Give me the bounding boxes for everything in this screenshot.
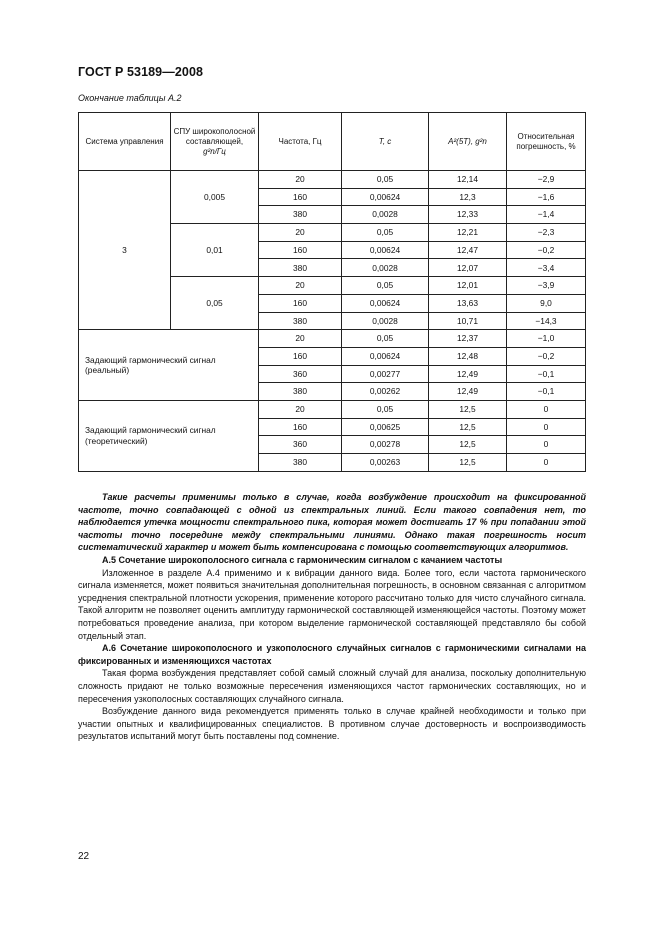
t-cell: 0,00263: [342, 454, 429, 472]
freq-cell: 380: [259, 454, 342, 472]
a-cell: 12,07: [429, 259, 507, 277]
freq-cell: 20: [259, 400, 342, 418]
t-cell: 0,00277: [342, 365, 429, 383]
freq-cell: 160: [259, 418, 342, 436]
t-cell: 0,0028: [342, 312, 429, 330]
paragraph-leakage-note: Такие расчеты применимы только в случае, когда возбуждение происходит на фиксированной частоте, точно совпадающей с одной из спектральных линий. Если такого совпадения нет, то наблюдается утечка мощности спектрального пика, которая может достигать 17 % при попадании этой частоты точно посередине между спектральными линиями. Однако такая погрешность носит систематический характер и может быть компенсирована с помощью соответствующих алгоритмов.: [78, 492, 586, 553]
a-cell: 10,71: [429, 312, 507, 330]
err-cell: 0: [507, 400, 586, 418]
freq-cell: 160: [259, 188, 342, 206]
a-cell: 12,47: [429, 241, 507, 259]
freq-cell: 20: [259, 330, 342, 348]
a-cell: 13,63: [429, 294, 507, 312]
err-cell: 9,0: [507, 294, 586, 312]
freq-cell: 20: [259, 224, 342, 242]
freq-cell: 160: [259, 294, 342, 312]
freq-cell: 380: [259, 312, 342, 330]
freq-cell: 20: [259, 171, 342, 189]
a-cell: 12,14: [429, 171, 507, 189]
t-cell: 0,00262: [342, 383, 429, 401]
t-cell: 0,00624: [342, 294, 429, 312]
col-header-spu: [171, 113, 259, 171]
a-cell: 12,37: [429, 330, 507, 348]
page-number: 22: [78, 851, 90, 862]
err-cell: −3,9: [507, 277, 586, 295]
a-cell: 12,3: [429, 188, 507, 206]
spu-cell: 0,01: [171, 224, 259, 277]
col-header-spu-unit: g²n/Гц: [203, 146, 226, 156]
t-cell: 0,05: [342, 277, 429, 295]
err-cell: −0,1: [507, 365, 586, 383]
a-cell: 12,33: [429, 206, 507, 224]
t-cell: 0,05: [342, 400, 429, 418]
t-cell: 0,00624: [342, 241, 429, 259]
err-cell: 0: [507, 436, 586, 454]
err-cell: −0,1: [507, 383, 586, 401]
data-table: [78, 112, 586, 472]
a-cell: 12,5: [429, 454, 507, 472]
t-cell: 0,00624: [342, 347, 429, 365]
paragraph-a6-1: Такая форма возбуждения представляет собой самый сложный случай для анализа, поскольку дополнительную сложность придают не только возможные пересечения изменяющихся частот гармонических составляющих, но и пересечения узкополосных составляющих случайного сигнала.: [78, 668, 586, 704]
err-cell: −0,2: [507, 241, 586, 259]
a-cell: 12,21: [429, 224, 507, 242]
col-header-t: Т, с: [342, 113, 429, 171]
a-cell: 12,49: [429, 383, 507, 401]
system-cell: 3: [79, 171, 171, 330]
t-cell: 0,00625: [342, 418, 429, 436]
freq-cell: 160: [259, 241, 342, 259]
section-title-a5: А.5 Сочетание широкополосного сигнала с гармоническим сигналом с качанием частоты: [102, 554, 503, 565]
spu-cell: 0,05: [171, 277, 259, 330]
table-row: [79, 400, 586, 418]
col-header-amplitude: A²(5Т), g²n: [429, 113, 507, 171]
a-cell: 12,5: [429, 436, 507, 454]
t-cell: 0,0028: [342, 259, 429, 277]
col-header-frequency: Частота, Гц: [259, 113, 342, 171]
freq-cell: 380: [259, 383, 342, 401]
section-title-a6: А.6 Сочетание широкополосного и узкополосного случайных сигналов с гармоническими сигналами на фиксированных и изменяющихся частотах: [78, 643, 586, 666]
table-caption: Окончание таблицы А.2: [78, 93, 182, 103]
paragraph-a6-2: Возбуждение данного вида рекомендуется применять только в случае крайней необходимости и только при участии опытных и квалифицированных специалистов. В противном случае достоверность и воспроизводимость результатов испытаний могут быть поставлены под сомнение.: [78, 706, 586, 742]
t-cell: 0,00278: [342, 436, 429, 454]
t-cell: 0,05: [342, 330, 429, 348]
paragraph-a5: Изложенное в разделе А.4 применимо и к вибрации данного вида. Более того, если частота гармонического сигнала изменяется, может появиться значительная дополнительная погрешность, в основном связанная с алгоритмом усреднения спектральной плотности ускорения, применение которого рассчитано только для чисто случайного сигнала. Такой алгоритм не позволяет оценить амплитуду гармонической составляющей изменяющейся частоты. Поэтому может потребоваться проведение анализа, при котором выделение гармонической составляющей представляло бы собой отдельный этап.: [78, 567, 586, 641]
freq-cell: 380: [259, 259, 342, 277]
t-cell: 0,05: [342, 224, 429, 242]
a-cell: 12,5: [429, 400, 507, 418]
err-cell: −2,9: [507, 171, 586, 189]
table-row: [79, 330, 586, 348]
col-header-error: Относительная погрешность, %: [507, 113, 586, 171]
freq-cell: 160: [259, 347, 342, 365]
a-cell: 12,48: [429, 347, 507, 365]
err-cell: −14,3: [507, 312, 586, 330]
col-header-spu-text: СПУ широкополосной составляющей,: [173, 126, 256, 146]
freq-cell: 360: [259, 436, 342, 454]
err-cell: −0,2: [507, 347, 586, 365]
err-cell: 0: [507, 418, 586, 436]
body-text: [78, 491, 586, 743]
err-cell: −1,6: [507, 188, 586, 206]
t-cell: 0,00624: [342, 188, 429, 206]
err-cell: −1,4: [507, 206, 586, 224]
real-signal-label: Задающий гармонический сигнал (реальный): [79, 330, 259, 401]
freq-cell: 380: [259, 206, 342, 224]
theoretical-signal-label: Задающий гармонический сигнал (теоретический): [79, 400, 259, 471]
err-cell: −2,3: [507, 224, 586, 242]
t-cell: 0,05: [342, 171, 429, 189]
document-header: ГОСТ Р 53189—2008: [78, 65, 204, 79]
err-cell: 0: [507, 454, 586, 472]
a-cell: 12,01: [429, 277, 507, 295]
err-cell: −1,0: [507, 330, 586, 348]
err-cell: −3,4: [507, 259, 586, 277]
freq-cell: 20: [259, 277, 342, 295]
a-cell: 12,5: [429, 418, 507, 436]
table-row: [79, 171, 586, 189]
t-cell: 0,0028: [342, 206, 429, 224]
spu-cell: 0,005: [171, 171, 259, 224]
a-cell: 12,49: [429, 365, 507, 383]
col-header-system: Система управления: [79, 113, 171, 171]
table-header-row: [79, 113, 586, 171]
freq-cell: 360: [259, 365, 342, 383]
